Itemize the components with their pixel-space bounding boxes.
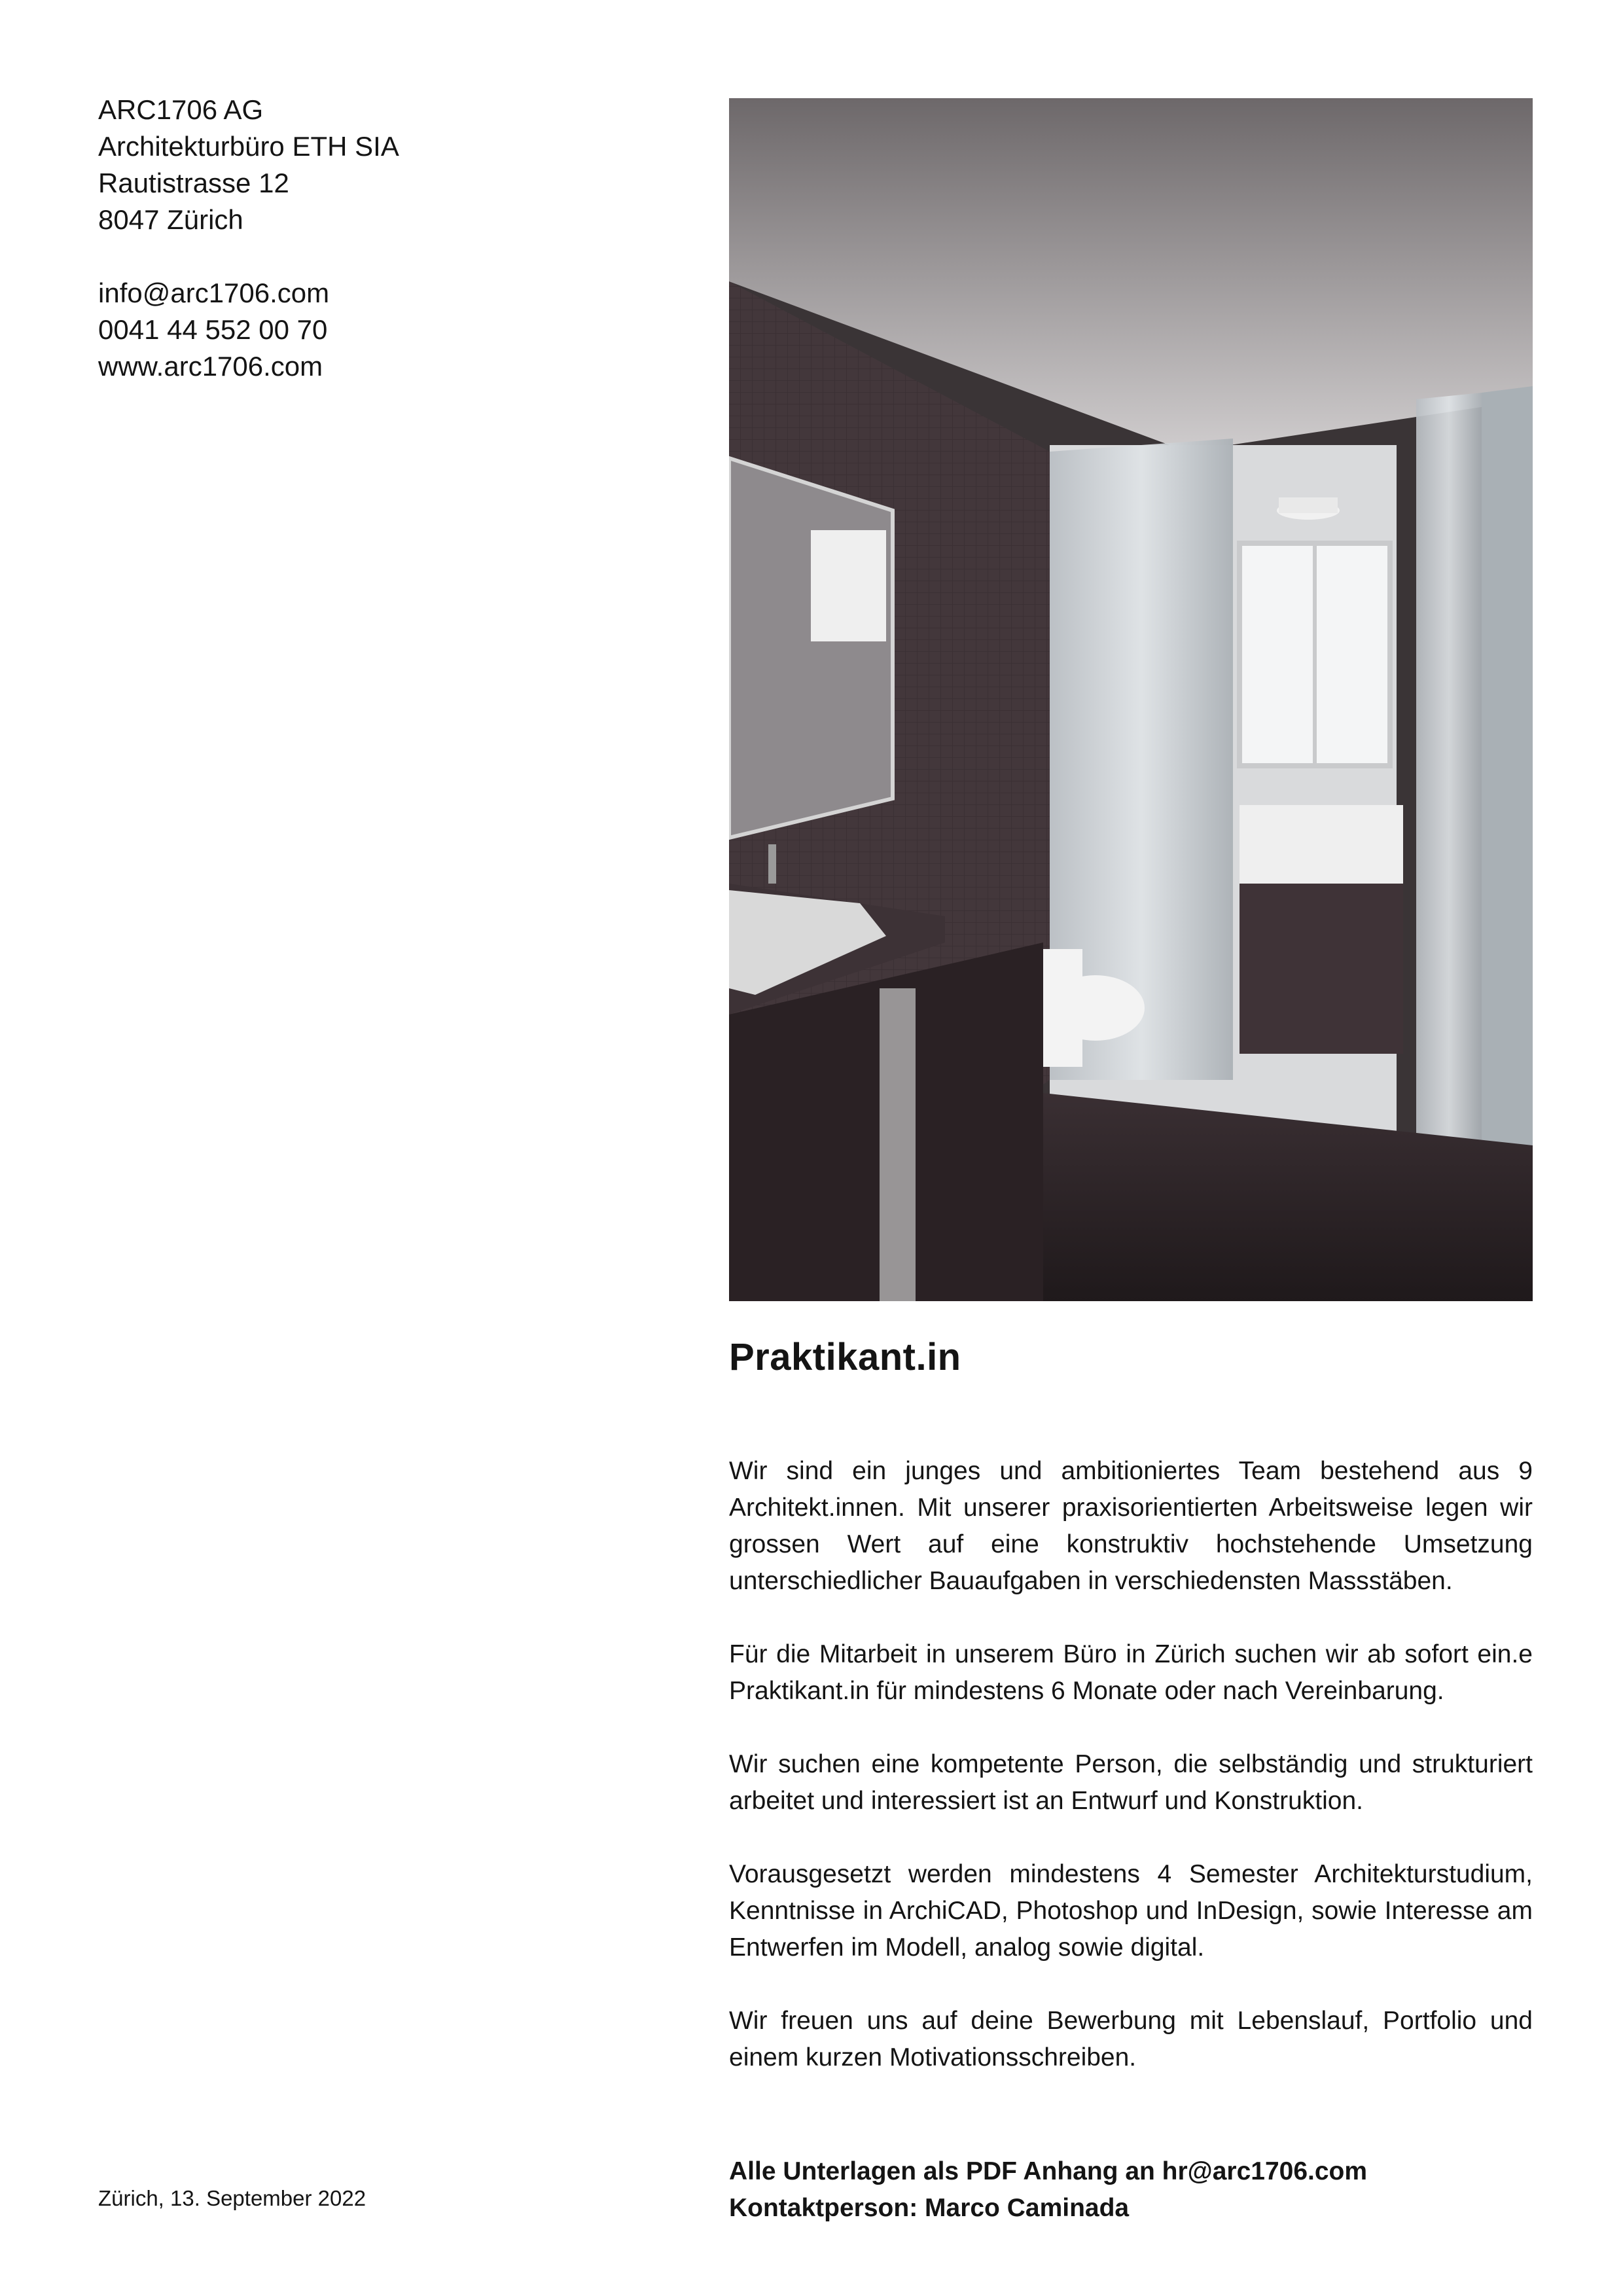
contact-person: Kontaktperson: Marco Caminada xyxy=(729,2194,1130,2222)
document-date: Zürich, 13. September 2022 xyxy=(98,2186,366,2210)
application-email[interactable]: Alle Unterlagen als PDF Anhang an hr@arc1706.com xyxy=(729,2157,1368,2185)
bathroom-photo-illustration xyxy=(729,98,1533,1301)
job-title: Praktikant.in xyxy=(729,1336,961,1378)
website-link[interactable]: www.arc1706.com xyxy=(98,351,323,382)
job-description xyxy=(729,1453,1533,2113)
paragraph-application: Wir freuen uns auf deine Bewerbung mit Lebenslauf, Portfolio und einem kurzen Motivationsschreiben. xyxy=(729,2007,1533,2072)
company-name: ARC1706 AG xyxy=(98,94,264,125)
paragraph-requirements: Vorausgesetzt werden mindestens 4 Semester Architekturstudium, Kenntnisse in ArchiCAD, Photoshop und InDesign, sowie Interesse am Entwerfen im Modell, analog sowie digital. xyxy=(729,1860,1533,1962)
paragraph-position: Für die Mitarbeit in unserem Büro in Zürich suchen wir ab sofort ein.e Praktikant.in für mindestens 6 Monate oder nach Vereinbarung. xyxy=(729,1640,1533,1705)
application-info xyxy=(729,2153,1367,2227)
email-link[interactable]: info@arc1706.com xyxy=(98,278,330,308)
city-address: 8047 Zürich xyxy=(98,204,243,235)
bathroom-photo xyxy=(729,98,1533,1301)
street-address: Rautistrasse 12 xyxy=(98,168,289,198)
company-subtitle: Architekturbüro ETH SIA xyxy=(98,131,399,162)
address-spacer xyxy=(98,238,399,275)
address-block xyxy=(98,92,399,385)
paragraph-profile: Wir suchen eine kompetente Person, die selbständig und strukturiert arbeitet und interessiert ist an Entwurf und Konstruktion. xyxy=(729,1750,1533,1815)
paragraph-team: Wir sind ein junges und ambitioniertes Team bestehend aus 9 Architekt.innen. Mit unserer praxisorientierten Arbeitsweise legen wir grossen Wert auf eine konstruktiv hochstehende Umsetzung unterschiedlicher Bauaufgaben in verschiedensten Massstäben. xyxy=(729,1457,1533,1595)
phone-number: 0041 44 552 00 70 xyxy=(98,314,328,345)
